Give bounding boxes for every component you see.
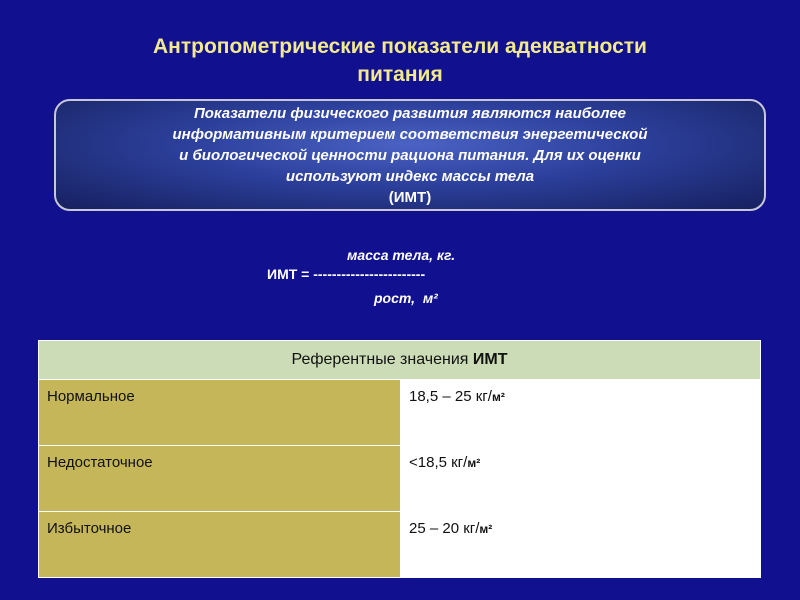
- table-row: [39, 446, 761, 512]
- table-header-bold: ИМТ: [472, 351, 508, 368]
- info-abbrev: (ИМТ): [388, 188, 432, 206]
- table-header-row: [39, 341, 761, 380]
- info-line-1: Показатели физического развития являются наиболее: [193, 104, 627, 122]
- info-box: [54, 99, 766, 211]
- value-cell: [401, 512, 761, 578]
- value-text: 18,5 – 25 кг/: [409, 388, 492, 405]
- table-row: [39, 380, 761, 446]
- formula-numerator: масса тела, кг.: [347, 247, 456, 263]
- formula-denominator: рост, м²: [374, 290, 438, 306]
- value-cell: [401, 446, 761, 512]
- value-text: 25 – 20 кг/: [409, 520, 480, 537]
- info-line-4-text: используют индекс массы тела: [285, 167, 535, 185]
- title-line-1: Антропометрические показатели адекватности: [153, 35, 647, 58]
- category-cell: Нормальное: [39, 380, 401, 446]
- value-unit: м²: [479, 522, 493, 536]
- category-cell: Недостаточное: [39, 446, 401, 512]
- info-line-4: [286, 166, 534, 208]
- value-cell: [401, 380, 761, 446]
- slide-title: [40, 33, 760, 89]
- table-row: [39, 512, 761, 578]
- info-line-3: и биологической ценности рациона питания. Для их оценки: [179, 146, 641, 164]
- category-cell: Избыточное: [39, 512, 401, 578]
- formula-lhs: ИМТ = ------------------------: [267, 266, 426, 282]
- value-text: <18,5 кг/: [409, 454, 468, 471]
- table-header: [39, 341, 761, 380]
- table-header-text: Референтные значения: [291, 351, 473, 368]
- title-line-2: питания: [357, 63, 443, 86]
- reference-table: [38, 340, 761, 578]
- value-unit: м²: [491, 390, 505, 404]
- value-unit: м²: [467, 456, 481, 470]
- info-line-2: информативным критерием соответствия энергетической: [172, 125, 648, 143]
